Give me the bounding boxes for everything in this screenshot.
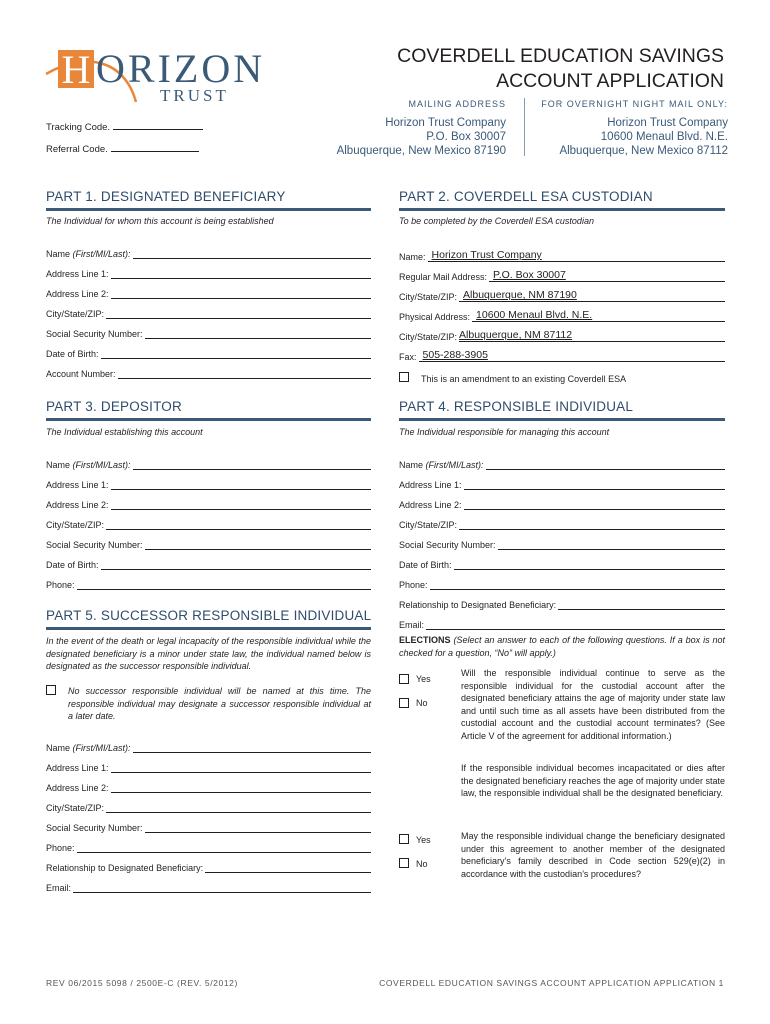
part1-address2-input[interactable] <box>111 289 371 299</box>
q1-no-checkbox[interactable] <box>399 698 409 708</box>
logo-h-block <box>58 47 94 92</box>
part1-address1-input[interactable] <box>111 269 371 279</box>
overnight-line: 10600 Menaul Blvd. N.E. <box>600 131 728 143</box>
field-label: Address Line 1: <box>399 480 462 490</box>
part5-address1-field[interactable] <box>46 759 371 773</box>
part2-city1-field[interactable] <box>399 288 725 302</box>
part4-address2-field[interactable] <box>399 496 725 510</box>
part3-subtitle: The Individual establishing this account <box>46 427 203 437</box>
q2-yes-checkbox[interactable] <box>399 834 409 844</box>
tracking-code-input[interactable] <box>113 129 203 130</box>
footer-page-title: COVERDELL EDUCATION SAVINGS ACCOUNT APPLICATION APPLICATION 1 <box>379 978 724 988</box>
election-question-1: Will the responsible individual continue to serve as the responsible individual for the custodial account after the designated beneficiary attains the age of majority under state law and until such time as all assets have been distributed from the custodial account and the custodial account terminates? (See Article V of the agreement for additional information.) <box>461 668 725 741</box>
no-successor-checkbox[interactable] <box>46 685 56 695</box>
part1-city-field[interactable] <box>46 305 371 319</box>
referral-code-label: Referral Code. <box>46 144 108 155</box>
part3-address1-field[interactable] <box>46 476 371 490</box>
overnight-line: Albuquerque, New Mexico 87112 <box>559 145 728 157</box>
q1-yes-checkbox[interactable] <box>399 674 409 684</box>
elections-heading: ELECTIONS <box>399 635 451 645</box>
part4-dob-field[interactable] <box>399 556 725 570</box>
part5-ssn-field[interactable] <box>46 819 371 833</box>
election-question-2: May the responsible individual change the beneficiary designated under this agreement to another member of the designated beneficiary’s family described in Code section 529(e)(2) in accordance with the custodian’s procedures? <box>461 831 725 879</box>
field-value: 10600 Menaul Blvd. N.E. <box>476 309 593 321</box>
field-label: Address Line 2: <box>46 500 109 510</box>
field-label: Phone: <box>399 580 428 590</box>
part1-dob-input[interactable] <box>101 349 371 359</box>
name-word: Name <box>399 460 424 470</box>
part5-phone-field[interactable] <box>46 839 371 853</box>
part1-name-field[interactable] <box>46 245 371 259</box>
part2-city2-input[interactable] <box>459 329 725 342</box>
part4-name-input[interactable] <box>486 460 725 470</box>
part5-name-label <box>46 743 131 753</box>
part4-email-input[interactable] <box>426 620 725 630</box>
part3-phone-input[interactable] <box>77 580 371 590</box>
field-value: Albuquerque, NM 87190 <box>463 289 577 301</box>
part5-relationship-field[interactable] <box>46 859 371 873</box>
field-label: Address Line 1: <box>46 480 109 490</box>
mailing-line: Albuquerque, New Mexico 87190 <box>336 145 506 157</box>
part4-city-field[interactable] <box>399 516 725 530</box>
q2-no-label: No <box>416 859 428 869</box>
field-label: City/State/ZIP: <box>46 520 105 530</box>
part4-dob-input[interactable] <box>454 560 725 570</box>
field-value: Horizon Trust Company <box>431 249 542 261</box>
part5-address2-input[interactable] <box>111 783 371 793</box>
part1-title: PART 1. DESIGNATED BENEFICIARY <box>46 189 286 204</box>
part2-city2-field[interactable] <box>399 328 725 342</box>
field-label: Name: <box>399 252 426 262</box>
part4-name-field[interactable] <box>399 456 725 470</box>
mailing-address-label: MAILING ADDRESS <box>408 99 506 109</box>
referral-code-field[interactable] <box>46 144 199 155</box>
part3-dob-input[interactable] <box>101 560 371 570</box>
horizon-trust-logo <box>44 44 284 108</box>
part1-subtitle: The Individual for whom this account is being established <box>46 216 274 226</box>
field-value: Albuquerque, NM 87112 <box>459 329 573 341</box>
name-hint: (First/MI/Last): <box>425 460 484 470</box>
logo-first-letter: H <box>61 47 91 92</box>
part5-name-input[interactable] <box>133 743 371 753</box>
title-line-2: ACCOUNT APPLICATION <box>496 70 724 92</box>
part4-phone-input[interactable] <box>430 580 725 590</box>
part4-phone-field[interactable] <box>399 576 725 590</box>
part5-address1-input[interactable] <box>111 763 371 773</box>
part3-rule <box>46 418 371 421</box>
part3-ssn-field[interactable] <box>46 536 371 550</box>
field-label: Address Line 1: <box>46 763 109 773</box>
part3-name-field[interactable] <box>46 456 371 470</box>
part3-dob-field[interactable] <box>46 556 371 570</box>
part3-address2-field[interactable] <box>46 496 371 510</box>
part5-intro: In the event of the death or legal incapacity of the responsible individual while the designated beneficiary is a minor under state law, the individual named below is designated as the successor responsible individual. <box>46 636 371 671</box>
part2-rule <box>399 208 725 211</box>
field-label: Account Number: <box>46 369 116 379</box>
part1-account-input[interactable] <box>118 369 371 379</box>
part1-rule <box>46 208 371 211</box>
field-label: Relationship to Designated Beneficiary: <box>46 863 204 873</box>
part3-name-input[interactable] <box>133 460 371 470</box>
part2-fax-input[interactable] <box>419 349 725 362</box>
tracking-code-field[interactable] <box>46 122 203 133</box>
part4-ssn-input[interactable] <box>498 540 725 550</box>
field-label: City/State/ZIP: <box>399 292 458 302</box>
tracking-code-label: Tracking Code. <box>46 122 111 133</box>
name-word: Name <box>46 249 71 259</box>
part1-address2-field[interactable] <box>46 285 371 299</box>
part4-subtitle: The Individual responsible for managing this account <box>399 427 610 437</box>
part3-city-field[interactable] <box>46 516 371 530</box>
part1-ssn-field[interactable] <box>46 325 371 339</box>
part5-city-input[interactable] <box>106 803 371 813</box>
part1-name-input[interactable] <box>133 249 371 259</box>
q1-no-label: No <box>416 698 428 708</box>
part2-subtitle: To be completed by the Coverdell ESA custodian <box>399 216 594 226</box>
part1-account-field[interactable] <box>46 365 371 379</box>
part3-address2-input[interactable] <box>111 500 371 510</box>
overnight-address-label: FOR OVERNIGHT NIGHT MAIL ONLY: <box>541 99 728 109</box>
address-divider <box>524 98 525 156</box>
part2-mail-field[interactable] <box>399 268 725 282</box>
field-label: Social Security Number: <box>46 823 143 833</box>
q2-no-checkbox[interactable] <box>399 858 409 868</box>
part5-relationship-input[interactable] <box>205 863 371 873</box>
part4-rule <box>399 418 725 421</box>
part4-ssn-field[interactable] <box>399 536 725 550</box>
part1-city-input[interactable] <box>106 309 371 319</box>
field-label: City/State/ZIP: <box>46 309 105 319</box>
field-label: Address Line 2: <box>399 500 462 510</box>
field-label: Phone: <box>46 580 75 590</box>
mailing-line: Horizon Trust Company <box>385 117 506 129</box>
part2-fax-field[interactable] <box>399 348 725 362</box>
footer-revision: REV 06/2015 5098 / 2500E-C (REV. 5/2012) <box>46 978 238 988</box>
field-label: Social Security Number: <box>46 540 143 550</box>
amendment-checkbox[interactable] <box>399 372 409 382</box>
name-hint: (First/MI/Last): <box>72 249 131 259</box>
field-label: Social Security Number: <box>46 329 143 339</box>
part5-city-field[interactable] <box>46 799 371 813</box>
amendment-label: This is an amendment to an existing Coverdell ESA <box>421 374 627 384</box>
field-label: Date of Birth: <box>46 560 99 570</box>
part4-address1-field[interactable] <box>399 476 725 490</box>
field-label: Email: <box>399 620 425 630</box>
name-word: Name <box>46 460 71 470</box>
part4-city-input[interactable] <box>459 520 725 530</box>
part3-phone-field[interactable] <box>46 576 371 590</box>
overnight-address <box>559 116 728 158</box>
mailing-address <box>337 116 506 158</box>
part2-physical-input[interactable] <box>472 309 725 322</box>
part4-title: PART 4. RESPONSIBLE INDIVIDUAL <box>399 399 634 414</box>
field-value: P.O. Box 30007 <box>493 269 566 281</box>
part2-city1-input[interactable] <box>459 289 725 302</box>
elections-instruction: (Select an answer to each of the following questions. If a box is not checked for a question, “No” will apply.) <box>399 635 725 658</box>
name-hint: (First/MI/Last): <box>72 460 131 470</box>
field-label: Fax: <box>399 352 417 362</box>
part5-phone-input[interactable] <box>77 843 371 853</box>
part1-ssn-input[interactable] <box>145 329 371 339</box>
field-label: Physical Address: <box>399 312 471 322</box>
title-line-1: COVERDELL EDUCATION SAVINGS <box>397 45 724 67</box>
part2-name-input[interactable] <box>428 249 725 262</box>
part2-mail-input[interactable] <box>489 269 725 282</box>
field-label: Social Security Number: <box>399 540 496 550</box>
field-label: Address Line 2: <box>46 289 109 299</box>
field-label: Email: <box>46 883 72 893</box>
field-label: City/State/ZIP: <box>399 520 458 530</box>
part4-relationship-field[interactable] <box>399 596 725 610</box>
field-label: Date of Birth: <box>399 560 452 570</box>
part5-name-field[interactable] <box>46 739 371 753</box>
name-hint: (First/MI/Last): <box>72 743 131 753</box>
part4-address1-input[interactable] <box>464 480 725 490</box>
part2-title: PART 2. COVERDELL ESA CUSTODIAN <box>399 189 653 204</box>
part5-email-field[interactable] <box>46 879 371 893</box>
logo-trust-text: TRUST <box>160 86 229 105</box>
field-label: Phone: <box>46 843 75 853</box>
elections-header <box>399 634 725 659</box>
mailing-line: P.O. Box 30007 <box>426 131 506 143</box>
part5-rule <box>46 627 371 630</box>
part1-dob-field[interactable] <box>46 345 371 359</box>
part2-name-field[interactable] <box>399 248 725 262</box>
election-question-1-note: If the responsible individual becomes incapacitated or dies after the designated beneficiary reaches the age of majority under state law, the responsible individual shall be the designated beneficiary. <box>461 763 725 798</box>
field-label: City/State/ZIP: <box>46 803 105 813</box>
overnight-line: Horizon Trust Company <box>607 117 728 129</box>
part5-email-input[interactable] <box>73 883 371 893</box>
part4-email-field[interactable] <box>399 616 725 630</box>
part4-name-label <box>399 460 484 470</box>
part4-address2-input[interactable] <box>464 500 725 510</box>
field-label: Address Line 1: <box>46 269 109 279</box>
field-label: City/State/ZIP: <box>399 332 458 342</box>
part5-title: PART 5. SUCCESSOR RESPONSIBLE INDIVIDUAL <box>46 608 372 623</box>
part3-city-input[interactable] <box>106 520 371 530</box>
field-value: 505-288-3905 <box>422 349 488 361</box>
part2-physical-field[interactable] <box>399 308 725 322</box>
field-label: Regular Mail Address: <box>399 272 488 282</box>
part3-ssn-input[interactable] <box>145 540 371 550</box>
field-label: Relationship to Designated Beneficiary: <box>399 600 557 610</box>
field-label: Address Line 2: <box>46 783 109 793</box>
logo-wordmark: ORIZON <box>96 46 266 91</box>
part3-name-label <box>46 460 131 470</box>
part5-address2-field[interactable] <box>46 779 371 793</box>
field-label: Date of Birth: <box>46 349 99 359</box>
part5-ssn-input[interactable] <box>145 823 371 833</box>
document-title <box>304 44 724 94</box>
part3-address1-input[interactable] <box>111 480 371 490</box>
q1-yes-label: Yes <box>416 674 431 684</box>
name-word: Name <box>46 743 71 753</box>
part1-address1-field[interactable] <box>46 265 371 279</box>
part4-relationship-input[interactable] <box>558 600 725 610</box>
part3-title: PART 3. DEPOSITOR <box>46 399 182 414</box>
q2-yes-label: Yes <box>416 835 431 845</box>
referral-code-input[interactable] <box>111 151 199 152</box>
no-successor-label: No successor responsible individual will be named at this time. The responsible individual may designate a successor responsible individual at a later date. <box>68 686 371 721</box>
part1-name-label <box>46 249 131 259</box>
